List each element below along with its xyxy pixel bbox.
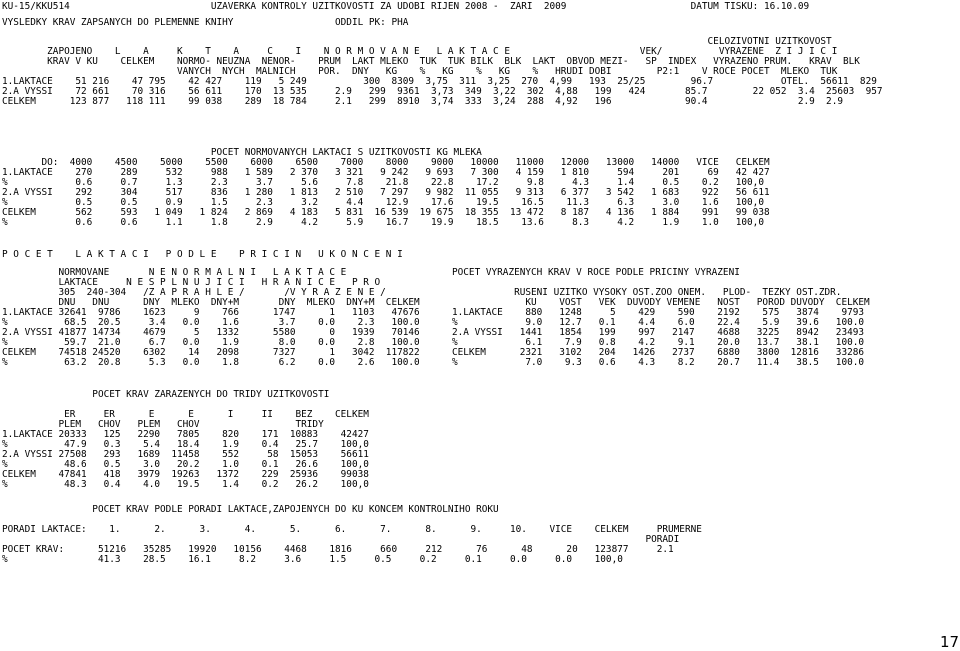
sec3-right-line: 2.A VYSSI 1441 1854 199 997 2147 4688 3225 8942 23493 xyxy=(452,327,865,338)
sec4-line: POCET KRAV ZARAZENYCH DO TRIDY UZITKOVOSTI xyxy=(2,389,330,400)
sec4-line: PLEM CHOV PLEM CHOV TRIDY xyxy=(2,419,324,430)
sec4-line: % 48.6 0.5 3.0 20.2 1.0 0.1 26.6 100,0 xyxy=(2,459,369,470)
sec5-line: % 41.3 28.5 16.1 8.2 3.6 1.5 0.5 0.2 0.1 0.0 0.0 100,0 xyxy=(2,554,623,565)
sec1-line: 2.A VYSSI 72 661 70 316 56 611 170 13 535 2.9 299 9361 3,73 349 3,22 302 4,88 199 424 85.7 22 052 3.4 25603 957 xyxy=(2,86,883,97)
sec3-right-line: % 7.0 9.3 0.6 4.3 8.2 20.7 11.4 38.5 100.0 xyxy=(452,357,865,368)
sec3-left-line: 1.LAKTACE 32641 9786 1623 9 766 1747 1 1103 47676 xyxy=(2,307,420,318)
sec3-left-line: 305 240-304 /Z A P R A H L E / /V Y R A Z E N E / xyxy=(2,287,386,298)
sec5-line: PORADI LAKTACE: 1. 2. 3. 4. 5. 6. 7. 8. 9. 10. VICE CELKEM PRUMERNE xyxy=(2,524,702,535)
sec1-line: KRAV V KU CELKEM NORMO- NEUZNA NENOR- PRUM LAKT MLEKO TUK TUK BILK BLK LAKT OBVOD MEZI- SP INDEX VYRAZENO PRUM. KRAV BLK xyxy=(2,56,860,67)
sec2-line: 1.LAKTACE 270 289 532 988 1 589 2 370 3 321 9 242 9 693 7 300 4 159 1 810 594 201 69 42 427 xyxy=(2,167,770,178)
sec4-line: % 48.3 0.4 4.0 19.5 1.4 0.2 26.2 100,0 xyxy=(2,479,369,490)
sec1-line: 1.LAKTACE 51 216 47 795 42 427 119 5 249 300 8309 3,75 311 3,25 270 4,99 193 25/25 96.7 OTEL. 56611 829 xyxy=(2,76,877,87)
report-header-line2: VYSLEDKY KRAV ZAPSANYCH DO PLEMENNE KNIHY ODDIL PK: PHA xyxy=(2,17,409,28)
sec1-line: VANYCH NYCH MALNICH POR. DNY KG % KG % KG % HRUDI DOBI P2:1 V ROCE POCET MLEKO TUK xyxy=(2,66,838,77)
sec3-right-line: % 6.1 7.9 0.8 4.2 9.1 20.0 13.7 38.1 100.0 xyxy=(452,337,865,348)
sec3-left-line: DNU DNU DNY MLEKO DNY+M DNY MLEKO DNY+M CELKEM xyxy=(2,297,420,308)
report-header-line1: KU-15/KKU514 UZAVERKA KONTROLY UZITKOVOSTI ZA UDOBI RIJEN 2008 - ZARI 2009 DATUM TISKU: 16.10.09 xyxy=(2,1,810,12)
sec2-line: 2.A VYSSI 292 304 517 836 1 280 1 813 2 510 7 297 9 982 11 055 9 313 6 377 3 542 1 683 922 56 611 xyxy=(2,187,770,198)
sec3-right-line: RUSENI UZITKO VYSOKY OST.ZOO ONEM. PLOD- TEZKY OST.ZDR. xyxy=(452,287,842,298)
sec1-line: ZAPOJENO L A K T A C I N O R M O V A N E L A K T A C E VEK/ VYRAZENE Z I J I C I xyxy=(2,46,838,57)
sec5-line: POCET KRAV PODLE PORADI LAKTACE,ZAPOJENYCH DO KU KONCEM KONTROLNIHO ROKU xyxy=(2,504,499,515)
sec3-right-line: KU VOST VEK DUVODY VEMENE NOST POROD DUVODY CELKEM xyxy=(452,297,870,308)
sec4-line: 2.A VYSSI 27508 293 1689 11458 552 58 15053 56611 xyxy=(2,449,369,460)
sec2-line: POCET NORMOVANYCH LAKTACI S UZITKOVOSTI KG MLEKA xyxy=(2,147,482,158)
sec2-line: DO: 4000 4500 5000 5500 6000 6500 7000 8000 9000 10000 11000 12000 13000 14000 VICE CELKEM xyxy=(2,157,770,168)
sec3-left-line: LAKTACE N E S P L N U J I C I H R A N I C E P R O xyxy=(2,277,381,288)
sec3-right-line: CELKEM 2321 3102 204 1426 2737 6880 3800 12816 33286 xyxy=(452,347,865,358)
sec3-right-line: 1.LAKTACE 880 1248 5 429 590 2192 575 3874 9793 xyxy=(452,307,865,318)
page-number: 17 xyxy=(940,633,960,651)
sec3-left-line: NORMOVANE N E N O R M A L N I L A K T A C E xyxy=(2,267,347,278)
sec3-left-line: % 68.5 20.5 3.4 0.0 1.6 3.7 0.0 2.3 100.0 xyxy=(2,317,420,328)
sec2-line: CELKEM 562 593 1 049 1 824 2 869 4 183 5 831 16 539 19 675 18 355 13 472 8 187 4 136 1 884 991 99 038 xyxy=(2,207,770,218)
sec3-right-line: POCET VYRAZENYCH KRAV V ROCE PODLE PRICINY VYRAZENI xyxy=(452,267,740,278)
sec5-line: POCET KRAV: 51216 35285 19920 10156 4468 1816 660 212 76 48 20 123877 2.1 xyxy=(2,544,674,555)
sec3-left-line: CELKEM 74518 24520 6302 14 2098 7327 1 3042 117822 xyxy=(2,347,420,358)
sec4-line: ER ER E E I II BEZ CELKEM xyxy=(2,409,369,420)
sec2-line: % 0.6 0.7 1.3 2.3 3.7 5.6 7.8 21.8 22.8 17.2 9.8 4.3 1.4 0.5 0.2 100,0 xyxy=(2,177,764,188)
sec4-line: 1.LAKTACE 20333 125 2290 7805 820 171 10883 42427 xyxy=(2,429,369,440)
sec4-line: CELKEM 47841 418 3979 19263 1372 229 25936 99038 xyxy=(2,469,369,480)
sec2-line: % 0.6 0.6 1.1 1.8 2.9 4.2 5.9 16.7 19.9 18.5 13.6 8.3 4.2 1.9 1.0 100,0 xyxy=(2,217,764,228)
sec3-left-line: % 59.7 21.0 6.7 0.0 1.9 8.0 0.0 2.8 100.0 xyxy=(2,337,420,348)
sec1-line: CELKEM 123 877 118 111 99 038 289 18 784 2.1 299 8910 3,74 333 3,24 288 4,92 196 90.4 2.9 2.9 xyxy=(2,96,843,107)
sec4-line: % 47.9 0.3 5.4 18.4 1.9 0.4 25.7 100,0 xyxy=(2,439,369,450)
sec3-title: P O C E T L A K T A C I P O D L E P R I C I N U K O N C E N I xyxy=(2,249,403,260)
sec5-line: PORADI xyxy=(2,534,680,545)
sec3-left-line: % 63.2 20.8 5.3 0.0 1.8 6.2 0.0 2.6 100.0 xyxy=(2,357,420,368)
sec3-left-line: 2.A VYSSI 41877 14734 4679 5 1332 5580 0 1939 70146 xyxy=(2,327,420,338)
sec1-line: CELOZIVOTNI UZITKOVOST xyxy=(2,36,832,47)
sec3-right-line: % 9.0 12.7 0.1 4.4 6.0 22.4 5.9 39.6 100.0 xyxy=(452,317,865,328)
sec2-line: % 0.5 0.5 0.9 1.5 2.3 3.2 4.4 12.9 17.6 19.5 16.5 11.3 6.3 3.0 1.6 100,0 xyxy=(2,197,764,208)
